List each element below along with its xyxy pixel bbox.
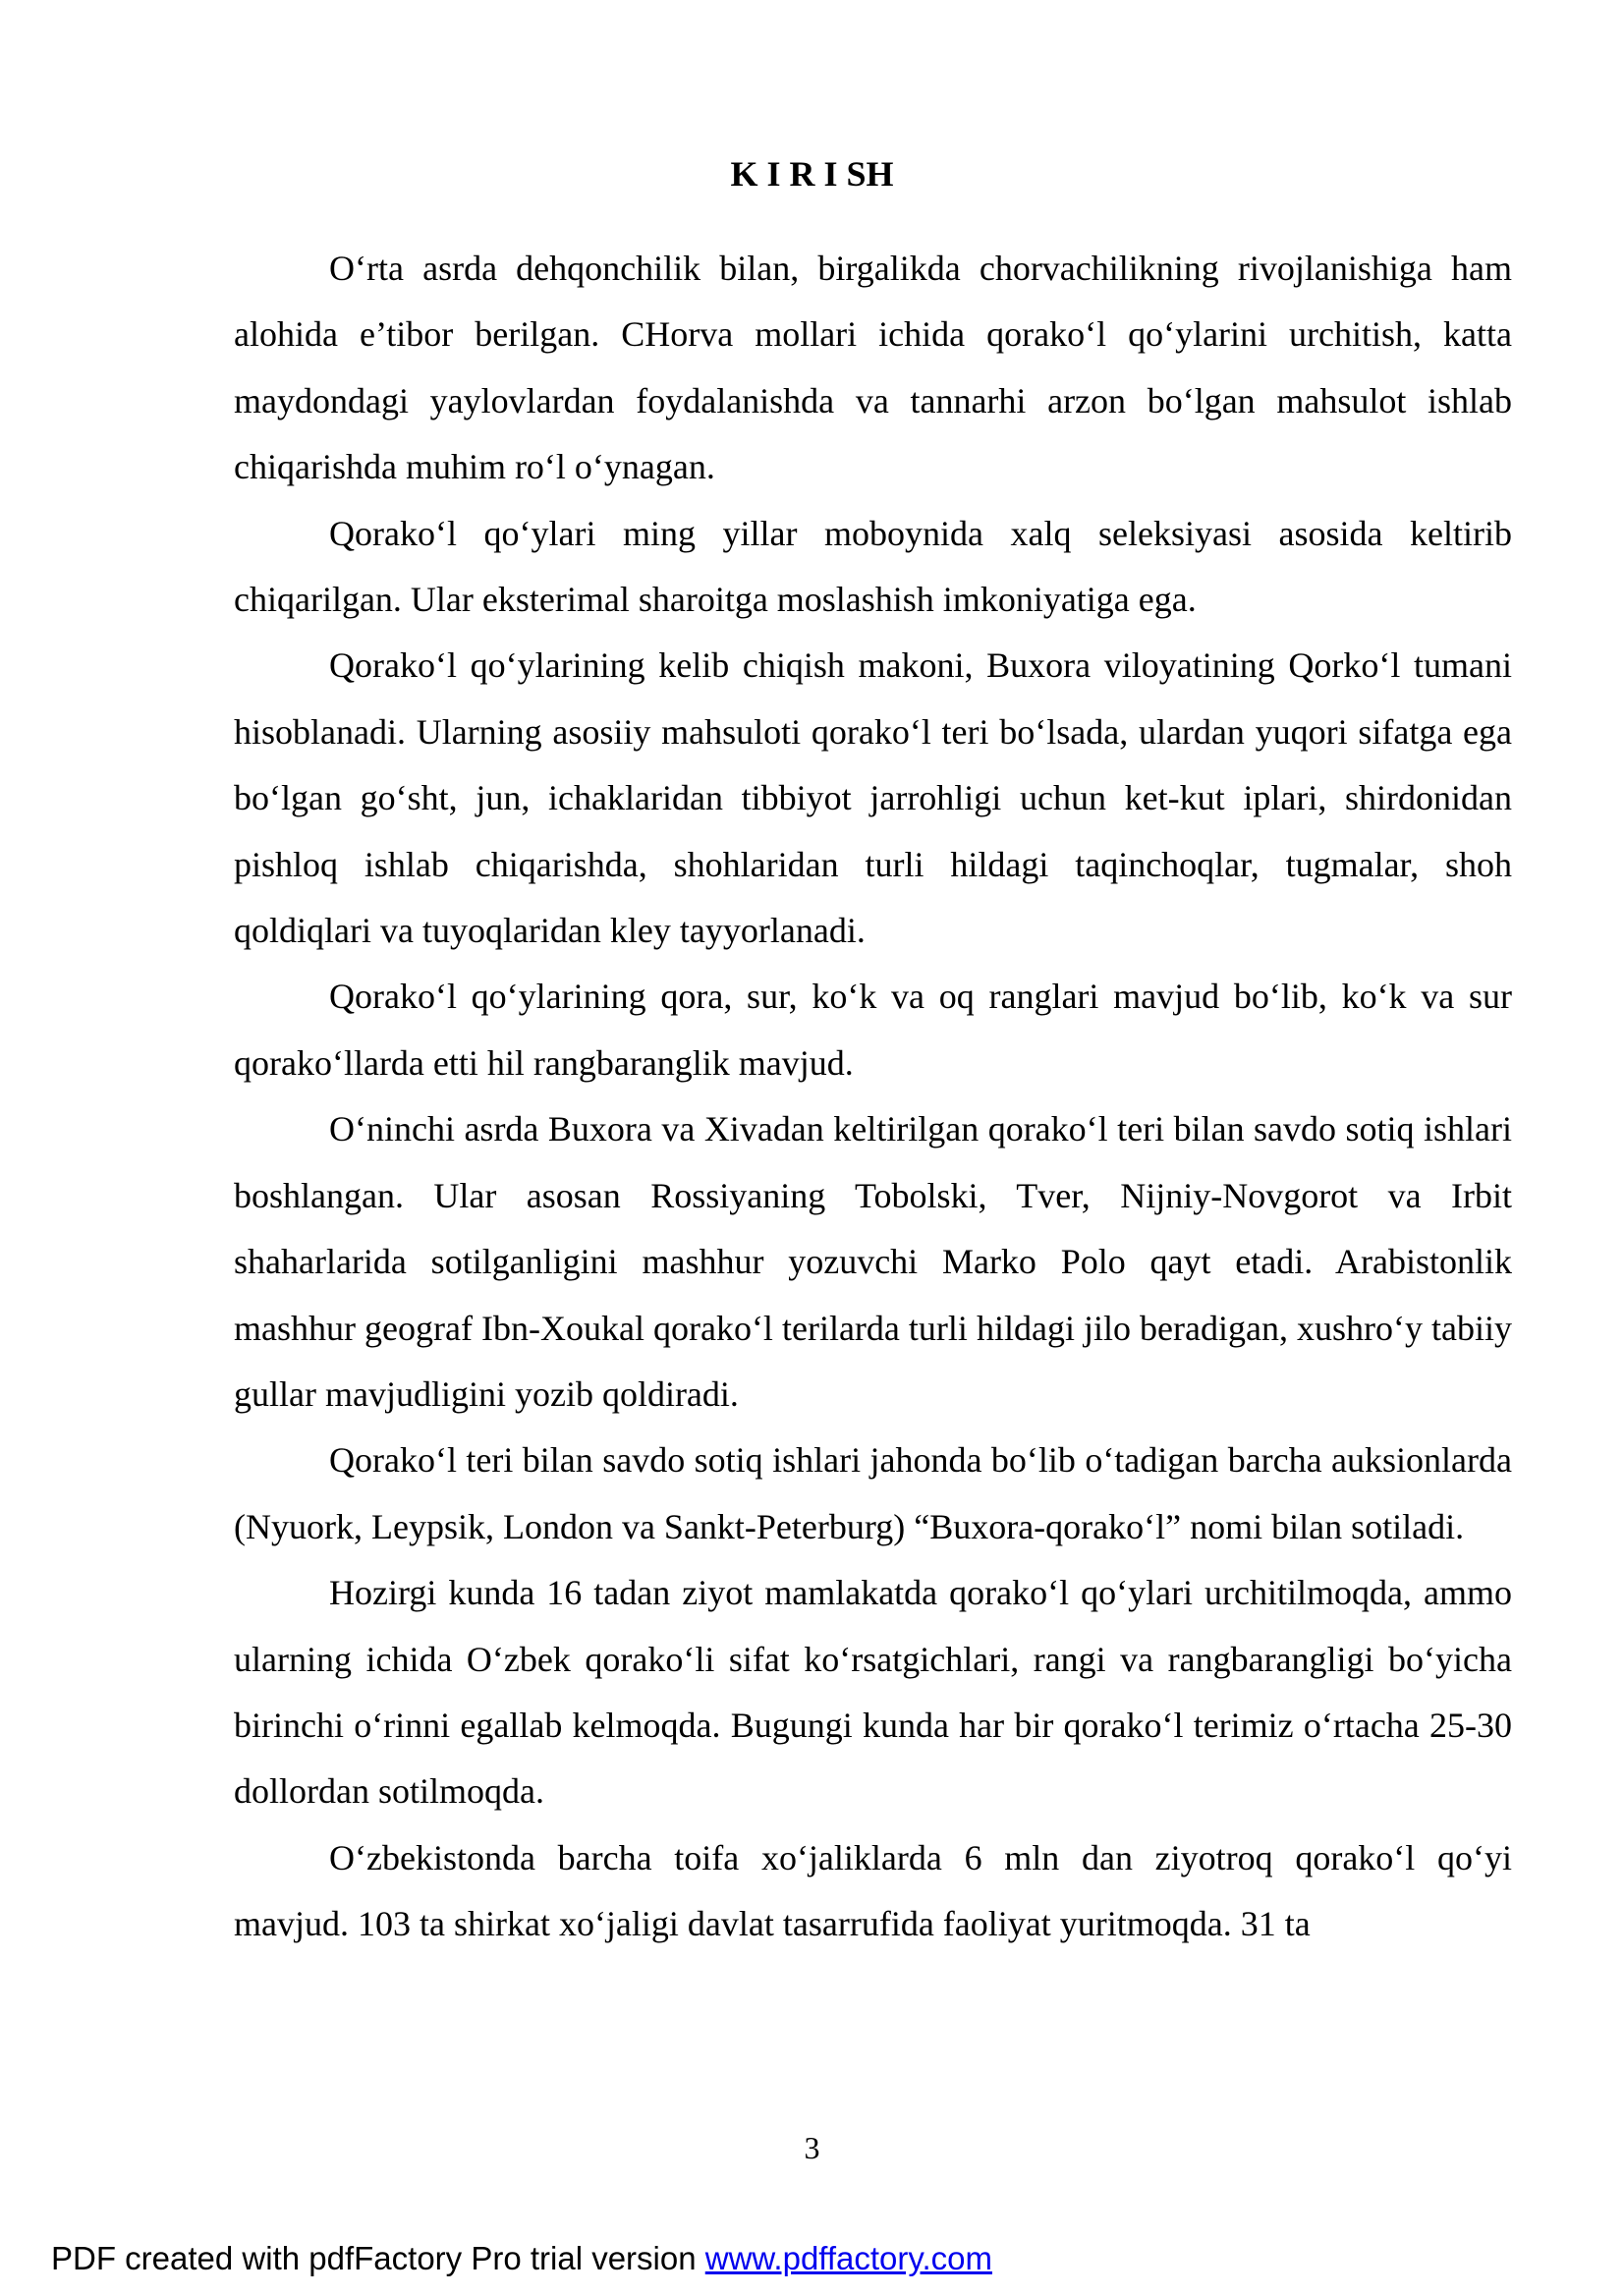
page-number: 3 — [804, 2130, 820, 2165]
paragraph-2: Qorako‘l qo‘ylari ming yillar moboynida xalq seleksiyasi asosida keltirib chiqarilgan. Ular eksterimal sharoitga moslashish imkoniyatiga ega. — [234, 513, 1512, 620]
paragraph-8: O‘zbekistonda barcha toifa xo‘jaliklarda 6 mln dan ziyotroq qorako‘l qo‘yi mavjud. 103 ta shirkat xo‘jaligi davlat tasarrufida faoliyat yuritmoqda. 31 ta — [234, 1837, 1512, 1944]
paragraph-1: O‘rta asrda dehqonchilik bilan, birgalikda chorvachilikning rivojlanishiga ham alohida e’tibor berilgan. CHorva mollari ichida qorako‘l qo‘ylarini urchitish, katta maydondagi yaylovlardan foydalanishda va tannarhi arzon bo‘lgan mahsulot ishlab chiqarishda muhim ro‘l o‘ynagan. — [234, 249, 1512, 487]
paragraph-6: Qorako‘l teri bilan savdo sotiq ishlari jahonda bo‘lib o‘tadigan barcha auksionlarda (Nyuork, Leypsik, London va Sankt-Peterburg) “Buxora-qorako‘l” nomi bilan sotiladi. — [234, 1440, 1512, 1546]
page-heading: K I R I SH — [730, 154, 894, 194]
paragraph-5: O‘ninchi asrda Buxora va Xivadan keltirilgan qorako‘l teri bilan savdo sotiq ishlari boshlangan. Ular asosan Rossiyaning Tobolski, Tver, Nijniy-Novgorot va Irbit shaharlarida sotilganligini mashhur yozuvchi Marko Polo qayt etadi. Arabistonlik mashhur geograf Ibn-Xoukal qorako‘l terilarda turli hildagi jilo beradigan, xushro‘y tabiiy gullar mavjudligini yozib qoldiradi. — [234, 1109, 1512, 1414]
paragraph-4: Qorako‘l qo‘ylarining qora, sur, ko‘k va oq ranglari mavjud bo‘lib, ko‘k va sur qorako‘llarda etti hil rangbaranglik mavjud. — [234, 977, 1512, 1083]
pdf-footer — [51, 2238, 992, 2279]
footer-text: PDF created with pdfFactory Pro trial version — [51, 2240, 705, 2276]
paragraph-7: Hozirgi kunda 16 tadan ziyot mamlakatda qorako‘l qo‘ylari urchitilmoqda, ammo ularning ichida O‘zbek qorako‘li sifat ko‘rsatgichlari, rangi va rangbarangligi bo‘yicha birinchi o‘rinni egallab kelmoqda. Bugungi kunda har bir qorako‘l terimiz o‘rtacha 25-30 dollordan sotilmoqda. — [234, 1573, 1512, 1812]
body-text — [234, 236, 1512, 1958]
paragraph-3: Qorako‘l qo‘ylarining kelib chiqish makoni, Buxora viloyatining Qorko‘l tumani hisoblanadi. Ularning asosiiy mahsuloti qorako‘l teri bo‘lsada, ulardan yuqori sifatga ega bo‘lgan go‘sht, jun, ichaklaridan tibbiyot jarrohligi uchun ket-kut iplari, shirdonidan pishloq ishlab chiqarishda, shohlaridan turli hildagi taqinchoqlar, tugmalar, shoh qoldiqlari va tuyoqlaridan kley tayyorlanadi. — [234, 645, 1512, 951]
footer-link[interactable]: www.pdffactory.com — [704, 2240, 992, 2276]
